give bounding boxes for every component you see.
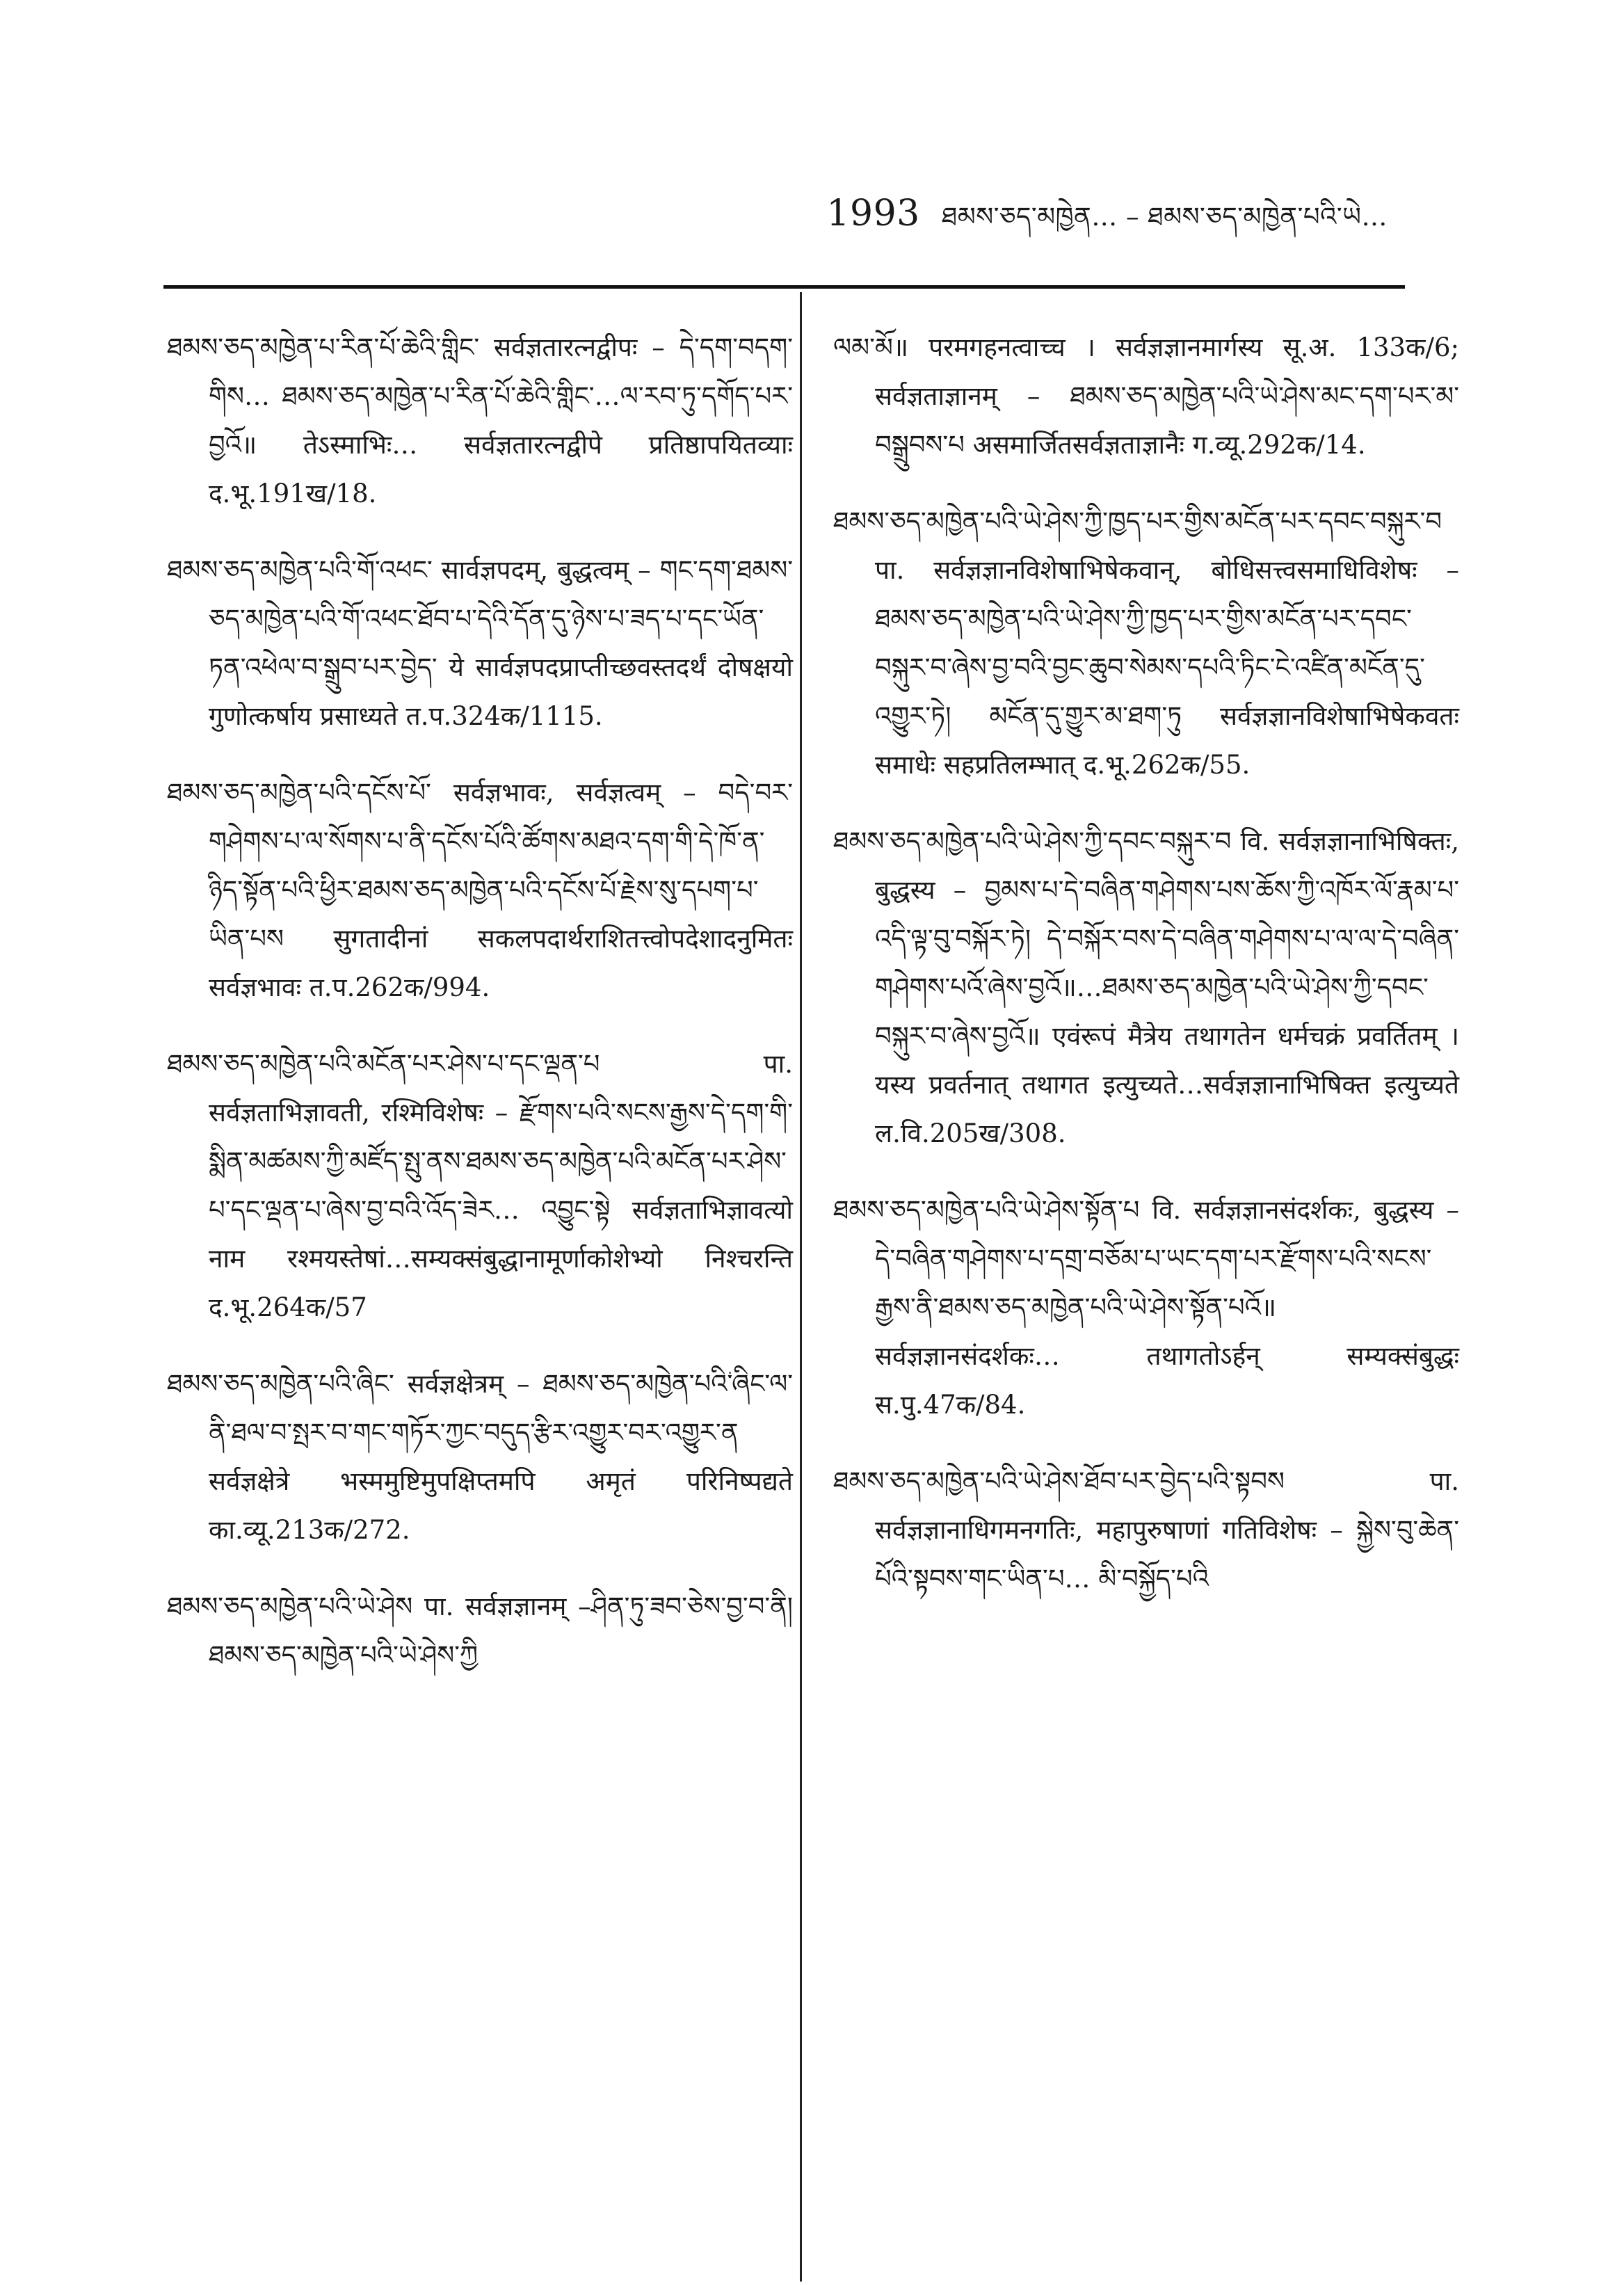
dictionary-entry [833,1186,1459,1429]
entry-headword: ཐམས་ཅད་མཁྱེན་པའི་ཡེ་ཤེས་ཀྱི་དབང་བསྐུར་བ [833,826,1241,856]
entry-headword: ཐམས་ཅད་མཁྱེན་པའི་ཡེ་ཤེས [167,1592,425,1621]
header-rule [163,285,1405,289]
dictionary-entry [833,497,1459,789]
dictionary-entry [167,1360,793,1555]
column-divider [800,292,802,2282]
entry-headword: ཐམས་ཅད་མཁྱེན་པའི་ཡེ་ཤེས་ཀྱི་ཁྱད་པར་གྱིས་མངོན་པར་དབང་བསྐུར་བ [833,506,1442,536]
entry-headword: ཐམས་ཅད་མཁྱེན་པའི་གོ་འཕང་ [167,555,442,585]
left-column [167,323,793,1708]
entry-text: पा. सर्वज्ञताभिज्ञावती, रश्मिविशेषः – རྫོགས་པའི་སངས་རྒྱས་དེ་དག་གི་སྨིན་མཚམས་ཀྱི་མཛོད་སྤུ་ནས་ཐམས་ཅད་མཁྱེན་པའི་མངོན་པར་ཤེས་པ་དང་ལྡན་པ་ཞེས་བྱ་བའི་འོད་ཟེར… འབྱུང་སྟེ सर्वज्ञताभिज्ञावत्यो नाम रश्मयस्तेषां…सम्यक्संबुद्धानामूर्णाकोशेभ्यो निश्चरन्ति द.भू.264क/57 [209,1049,793,1322]
running-header [826,188,1388,260]
entry-text: वि. सर्वज्ञज्ञानाभिषिक्तः, बुद्धस्य – བྱམས་པ་དེ་བཞིན་གཤེགས་པས་ཆོས་ཀྱི་འཁོར་ལོ་རྣམ་པ་འདི་ལྟ་བུ་བསྐོར་ཏེ། དེ་བསྐོར་བས་དེ་བཞིན་གཤེགས་པ་ལ་ལ་དེ་བཞིན་གཤེགས་པའོ་ཞེས་བྱའོ॥…ཐམས་ཅད་མཁྱེན་པའི་ཡེ་ཤེས་ཀྱི་དབང་བསྐུར་བ་ཞེས་བྱའོ॥ एवंरूपं मैत्रेय तथागतेन धर्मचक्रं प्रवर्तितम् । यस्य प्रवर्तनात् तथागत इत्युच्यते…सर्वज्ञज्ञानाभिषिक्त इत्युच्यते ल.वि.205ख/308. [875,826,1459,1148]
dictionary-entry [167,323,793,518]
dictionary-entry [833,1457,1459,1603]
entry-text: सर्वज्ञक्षेत्रम् – ཐམས་ཅད་མཁྱེན་པའི་ཞིང་ལ་ནི་ཐལ་བ་སྤར་བ་གང་གཏོར་ཀྱང་བདུད་རྩིར་འགྱུར་བར་འགྱུར་ན सर्वज्ञक्षेत्रे भस्ममुष्टिमुपक्षिप्तमपि अमृतं परिनिष्पद्यते का.व्यू.213क/272. [209,1369,793,1545]
entry-text: सर्वज्ञतारत्नद्वीपः – དེ་དག་བདག་གིས… ཐམས་ཅད་མཁྱེན་པ་རིན་པོ་ཆེའི་གླིང་…ལ་རབ་ཏུ་དགོད་པར་བྱའོ॥ तेऽस्माभिः… सर्वज्ञतारत्नद्वीपे प्रतिष्ठापयितव्याः द.भू.191ख/18. [209,332,793,508]
entry-headword: ཐམས་ཅད་མཁྱེན་པའི་དངོས་པོ་ [167,778,453,808]
entry-headword: ཐམས་ཅད་མཁྱེན་པའི་ཞིང་ [167,1369,408,1399]
entry-headword: ཐམས་ཅད་མཁྱེན་པ་རིན་པོ་ཆེའི་གླིང་ [167,332,495,362]
entry-text: पा. सर्वज्ञज्ञानविशेषाभिषेकवान्, बोधिसत्त्वसमाधिविशेषः – ཐམས་ཅད་མཁྱེན་པའི་ཡེ་ཤེས་ཀྱི་ཁྱད་པར་གྱིས་མངོན་པར་དབང་བསྐུར་བ་ཞེས་བྱ་བའི་བྱང་ཆུབ་སེམས་དཔའི་ཏིང་ངེ་འཛིན་མངོན་དུ་འགྱུར་ཏེ། མངོན་དུ་གྱུར་མ་ཐག་ཏུ सर्वज्ञज्ञानविशेषाभिषेकवतः समाधेः सहप्रतिलम्भात् द.भू.262क/55. [875,555,1459,780]
entry-text: पा. सर्वज्ञज्ञानाधिगमनगतिः, महापुरुषाणां गतिविशेषः – སྐྱེས་བུ་ཆེན་པོའི་སྟབས་གང་ཡིན་པ… མི་བསྐྱོད་པའི [875,1466,1459,1594]
entry-text: सर्वज्ञभावः, सर्वज्ञत्वम् – བདེ་བར་གཤེགས་པ་ལ་སོགས་པ་ནི་དངོས་པོའི་ཚོགས་མཐའ་དག་གི་དེ་ཁོ་ན་ཉིད་སྟོན་པའི་ཕྱིར་ཐམས་ཅད་མཁྱེན་པའི་དངོས་པོ་རྗེས་སུ་དཔག་པ་ཡིན་པས सुगतादीनां सकलपदार्थराशितत्त्वोपदेशादनुमितः सर्वज्ञभावः त.प.262क/994. [209,778,793,1002]
entry-headword: ཐམས་ཅད་མཁྱེན་པའི་ཡེ་ཤེས་ཐོབ་པར་བྱེད་པའི་སྟབས [833,1466,1430,1496]
dictionary-entry [833,817,1459,1158]
page-number: 1993 [826,193,920,234]
entry-text: वि. सर्वज्ञज्ञानसंदर्शकः, बुद्धस्य – དེ་བཞིན་གཤེགས་པ་དགྲ་བཅོམ་པ་ཡང་དག་པར་རྫོགས་པའི་སངས་རྒྱས་ནི་ཐམས་ཅད་མཁྱེན་པའི་ཡེ་ཤེས་སྟོན་པའོ॥ सर्वज्ञज्ञानसंदर्शकः… तथागतोऽर्हन् सम्यक्संबुद्धः स.पु.47क/84. [875,1195,1459,1420]
header-range: ཐམས་ཅད་མཁྱེན… – ཐམས་ཅད་མཁྱེན་པའི་ཡེ… [941,202,1388,232]
entry-text: सार्वज्ञपदम्, बुद्धत्वम् – གང་དག་ཐམས་ཅད་མཁྱེན་པའི་གོ་འཕང་ཐོབ་པ་དེའི་དོན་དུ་ཉེས་པ་ཟད་པ་དང་ཡོན་ཏན་འཕེལ་བ་སྒྲུབ་པར་བྱེད་ ये सार्वज्ञपदप्राप्तीच्छवस्तदर्थं दोषक्षयो गुणोत्कर्षाय प्रसाध्यते त.प.324क/1115. [209,555,793,731]
dictionary-entry [167,769,793,1012]
entry-headword: ཐམས་ཅད་མཁྱེན་པའི་མངོན་པར་ཤེས་པ་དང་ལྡན་པ [167,1049,764,1079]
entry-text: पा. सर्वज्ञज्ञानम् –ཤིན་ཏུ་ཟབ་ཅེས་བྱ་བ་ནི། ཐམས་ཅད་མཁྱེན་པའི་ཡེ་ཤེས་ཀྱི [209,1592,793,1670]
dictionary-entry [167,1040,793,1332]
entry-text: ལམ་མོ॥ परमगहनत्वाच्च । सर्वज्ञज्ञानमार्गस्य सू.अ. 133क/6; सर्वज्ञताज्ञानम् – ཐམས་ཅད་མཁྱེན་པའི་ཡེ་ཤེས་མང་དག་པར་མ་བསྒྲུབས་པ असमार्जितसर्वज्ञताज्ञानैः ग.व्यू.292क/14. [833,332,1459,460]
dictionary-entry [167,546,793,741]
dictionary-entry [167,1582,793,1680]
dictionary-entry-continued [833,323,1459,470]
entry-headword: ཐམས་ཅད་མཁྱེན་པའི་ཡེ་ཤེས་སྟོན་པ [833,1195,1152,1225]
right-column [833,323,1459,1631]
